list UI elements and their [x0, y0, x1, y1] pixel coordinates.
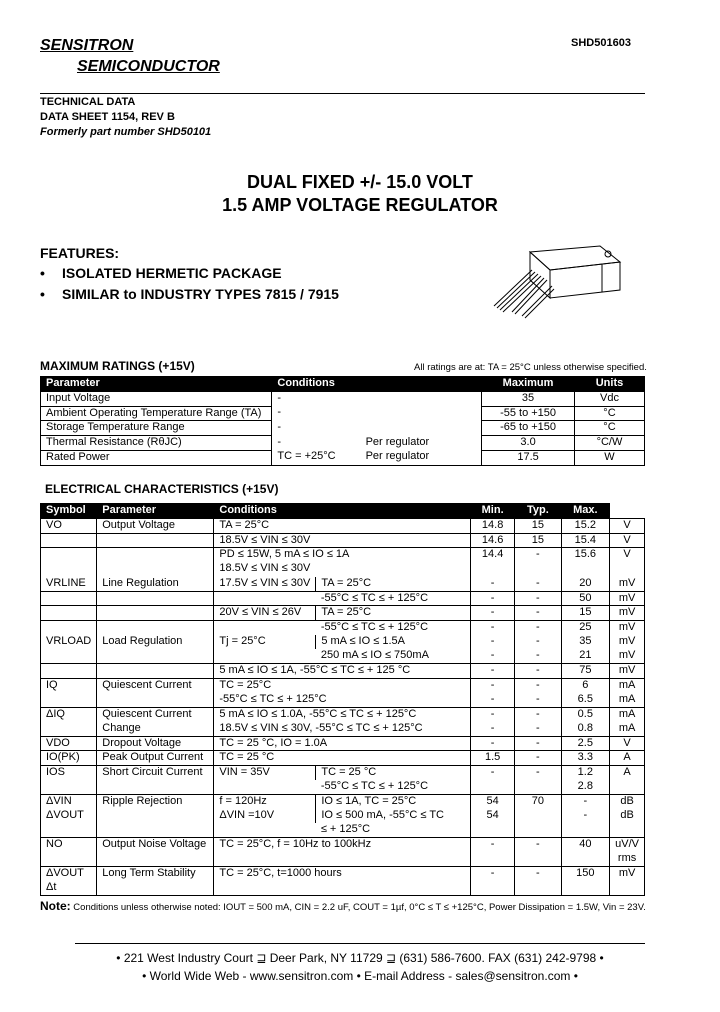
footer-contact: • World Wide Web - www.sensitron.com • E-mail Address - sales@sensitron.com •	[142, 969, 578, 983]
technical-data-block	[40, 95, 211, 140]
table-header-row: Symbol Parameter Conditions Min. Typ. Max.	[41, 504, 645, 519]
table-row: -55°C ≤ TC ≤ + 125°C - - 6.5 mA	[41, 693, 645, 708]
table-row: PD ≤ 15W, 5 mA ≤ IO ≤ 1A 14.4 - 15.6 V	[41, 548, 645, 563]
table-row: 250 mA ≤ IO ≤ 750mA - - 21 mV	[41, 649, 645, 664]
table-row: Input Voltage - 35 Vdc	[41, 391, 645, 406]
title-line2: 1.5 AMP VOLTAGE REGULATOR	[222, 195, 498, 215]
max-ratings-heading: MAXIMUM RATINGS (+15V)	[40, 359, 195, 373]
table-row: VDO Dropout Voltage TC = 25 °C, IO = 1.0A - - 2.5 V	[41, 736, 645, 751]
table-row: Δt	[41, 881, 645, 896]
table-row: -55°C ≤ TC ≤ + 125°C 2.8	[41, 780, 645, 795]
feature-item: • ISOLATED HERMETIC PACKAGE	[40, 265, 282, 281]
title-line1: DUAL FIXED +/- 15.0 VOLT	[247, 172, 473, 192]
bullet-icon: •	[40, 286, 45, 302]
table-row: VRLOAD Load Regulation Tj = 25°C 5 mA ≤ IO ≤ 1.5A - - 35 mV	[41, 635, 645, 650]
table-row: -55°C ≤ TC ≤ + 125°C - - 25 mV	[41, 620, 645, 635]
header-divider	[40, 93, 645, 94]
table-row: 18.5V ≤ VIN ≤ 30V 14.6 15 15.4 V	[41, 533, 645, 548]
tech-line1: TECHNICAL DATA	[40, 96, 136, 108]
feature-item: • SIMILAR to INDUSTRY TYPES 7815 / 7915	[40, 286, 339, 302]
footer-divider	[75, 943, 645, 944]
bullet-icon: •	[40, 265, 45, 281]
max-ratings-table	[40, 376, 645, 466]
table-row: Thermal Resistance (RθJC) - Per regulator 3.0 °C/W	[41, 436, 645, 451]
footer-address: • 221 West Industry Court ⊒ Deer Park, NY 11729 ⊒ (631) 586-7600. FAX (631) 242-9798 •	[116, 951, 604, 965]
company-name-line2: SEMICONDUCTOR	[77, 58, 220, 75]
table-row: VO Output Voltage TA = 25°C 14.8 15 15.2 V	[41, 519, 645, 534]
table-row: -55°C ≤ TC ≤ + 125°C - - 50 mV	[41, 591, 645, 606]
table-row: IO(PK) Peak Output Current TC = 25 °C 1.5 - 3.3 A	[41, 751, 645, 766]
table-row: Storage Temperature Range - -65 to +150 °C	[41, 421, 645, 436]
table-header-row: Parameter Conditions Maximum Units	[41, 377, 645, 392]
features-heading: FEATURES:	[40, 245, 120, 261]
table-row: Ambient Operating Temperature Range (TA) - -55 to +150 °C	[41, 406, 645, 421]
table-row: rms	[41, 852, 645, 867]
conditions-note: Note: Conditions unless otherwise noted: IOUT = 500 mA, CIN = 2.2 uF, COUT = 1µf, 0°C ≤ T ≤ +125°C, Power Dissipation = 1.5W, Vin = 23V.	[40, 899, 646, 913]
table-row: ΔVIN Ripple Rejection f = 120Hz IO ≤ 1A, TC = 25°C 54 70 - dB	[41, 794, 645, 809]
to-package-icon	[490, 240, 640, 320]
part-number: SHD501603	[571, 37, 631, 49]
table-row: 18.5V ≤ VIN ≤ 30V	[41, 562, 645, 577]
table-row: 5 mA ≤ IO ≤ 1A, -55°C ≤ TC ≤ + 125 °C - - 75 mV	[41, 664, 645, 679]
table-row: IQ Quiescent Current TC = 25°C - - 6 mA	[41, 678, 645, 693]
table-row: ΔIQ Quiescent Current 5 mA ≤ IO ≤ 1.0A, -55°C ≤ TC ≤ + 125°C - - 0.5 mA	[41, 707, 645, 722]
tech-line2: DATA SHEET 1154, REV B	[40, 111, 175, 123]
table-row: 20V ≤ VIN ≤ 26V TA = 25°C - - 15 mV	[41, 606, 645, 621]
table-row: Rated Power TC = +25°C Per regulator 17.5 W	[41, 450, 645, 465]
company-name-line1: SENSITRON	[40, 37, 134, 54]
table-row: ΔVOUT Long Term Stability TC = 25°C, t=1000 hours - - 150 mV	[41, 867, 645, 882]
table-row: IOS Short Circuit Current VIN = 35V TC = 25 °C - - 1.2 A	[41, 765, 645, 780]
table-row: Change 18.5V ≤ VIN ≤ 30V, -55°C ≤ TC ≤ + 125°C - - 0.8 mA	[41, 722, 645, 737]
ratings-note: All ratings are at: TA = 25°C unless otherwise specified.	[414, 362, 647, 373]
table-row: ΔVOUT ΔVIN =10V IO ≤ 500 mA, -55°C ≤ TC 54 - dB	[41, 809, 645, 824]
tech-line3: Formerly part number SHD50101	[40, 126, 212, 138]
table-row: VRLINE Line Regulation 17.5V ≤ VIN ≤ 30V TA = 25°C - - 20 mV	[41, 577, 645, 592]
electrical-heading: ELECTRICAL CHARACTERISTICS (+15V)	[45, 482, 279, 496]
table-row: NO Output Noise Voltage TC = 25°C, f = 10Hz to 100kHz - - 40 uV/V	[41, 838, 645, 853]
electrical-table	[40, 503, 645, 896]
table-row: ≤ + 125°C	[41, 823, 645, 838]
